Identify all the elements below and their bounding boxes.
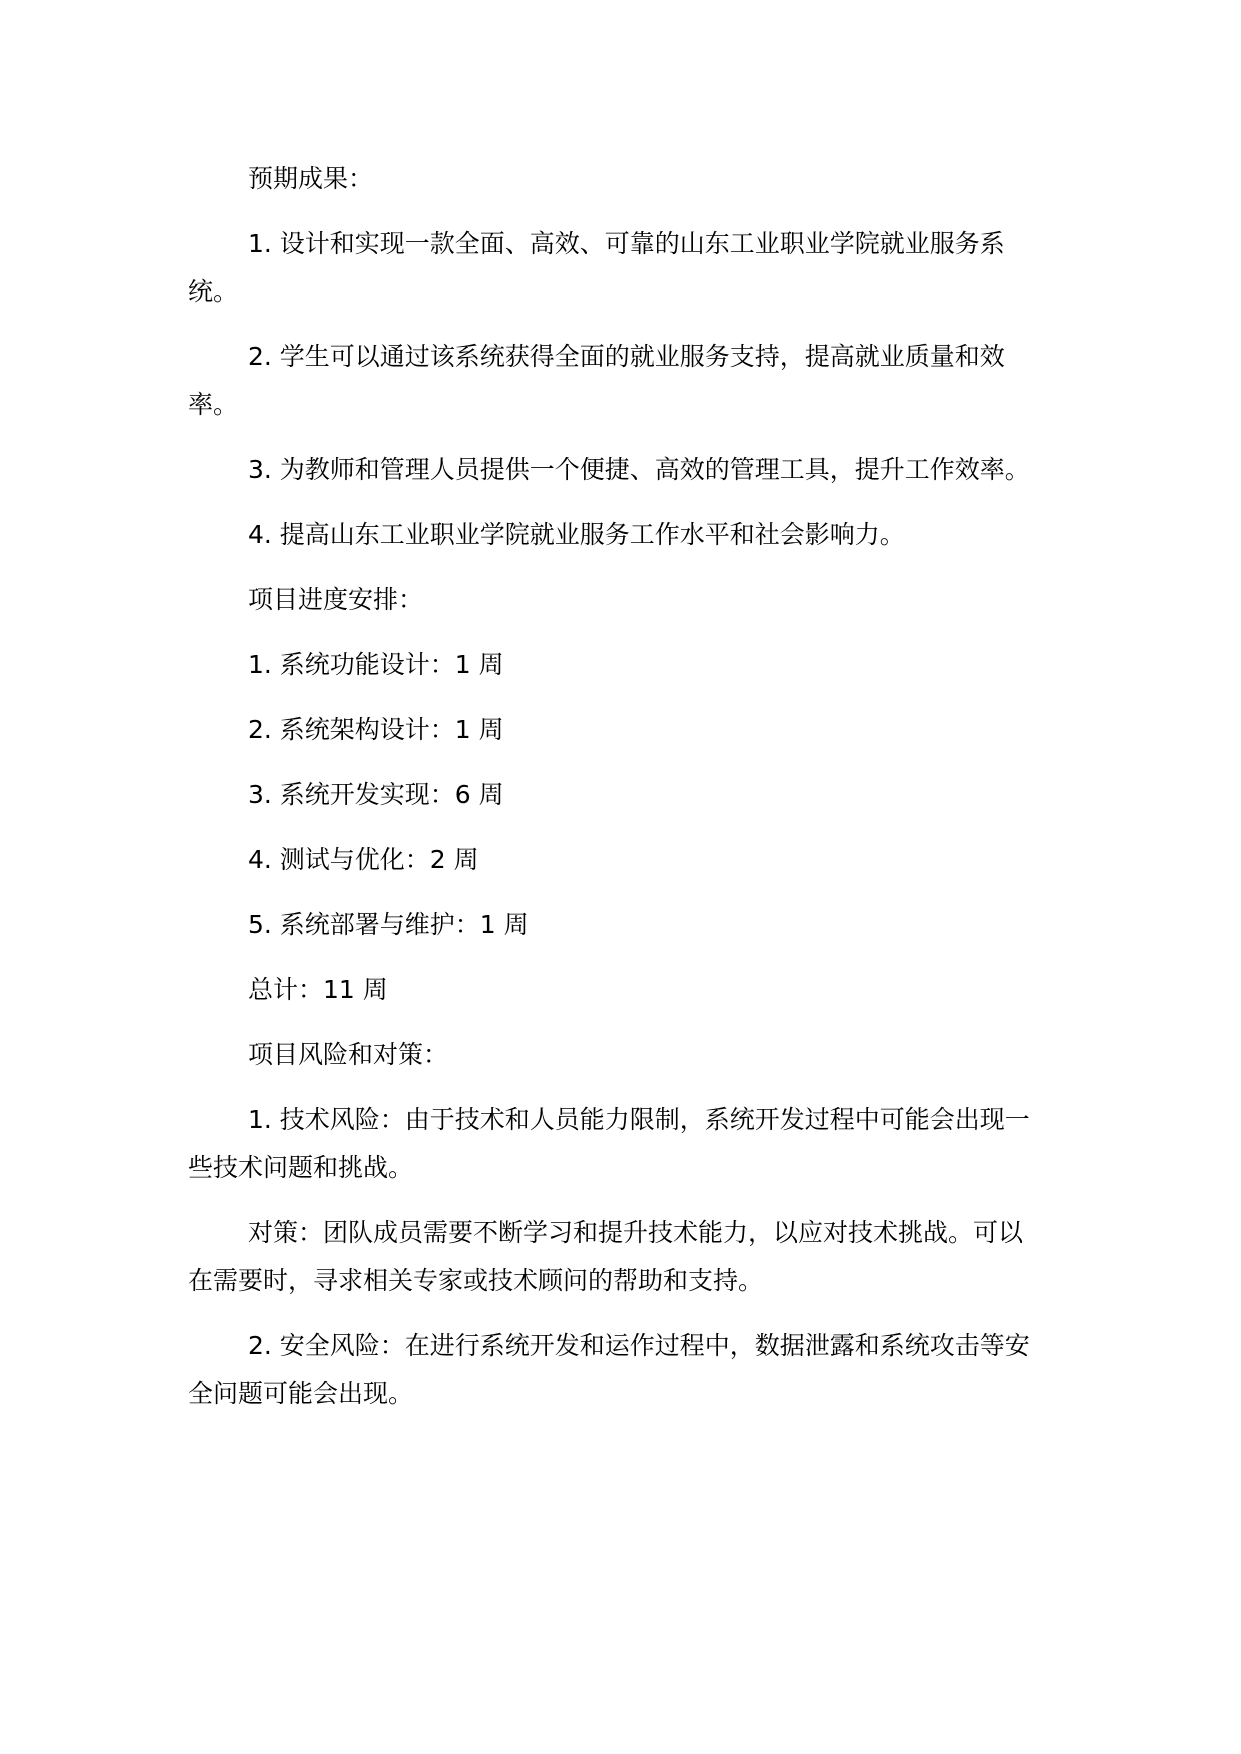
paragraph-risk-1: 1. 技术风险：由于技术和人员能力限制，系统开发过程中可能会出现一些技术问题和挑战。	[188, 1105, 1030, 1182]
paragraph-schedule-1: 1. 系统功能设计：1 周	[248, 650, 504, 679]
paragraph-schedule-heading: 项目进度安排：	[248, 585, 424, 614]
paragraph-schedule-total: 总计：11 周	[248, 975, 388, 1004]
paragraph-risk-1-countermeasure: 对策：团队成员需要不断学习和提升技术能力，以应对技术挑战。可以在需要时，寻求相关专家或技术顾问的帮助和支持。	[188, 1218, 1024, 1295]
paragraph-schedule-4: 4. 测试与优化：2 周	[248, 845, 479, 874]
paragraph-result-3: 3. 为教师和管理人员提供一个便捷、高效的管理工具，提升工作效率。	[248, 455, 1030, 484]
paragraph-expected-results-heading: 预期成果：	[248, 164, 374, 193]
paragraph-risks-heading: 项目风险和对策：	[248, 1040, 449, 1069]
paragraph-schedule-5: 5. 系统部署与维护：1 周	[248, 910, 529, 939]
paragraph-result-2: 2. 学生可以通过该系统获得全面的就业服务支持，提高就业质量和效率。	[188, 342, 1005, 419]
paragraph-result-1: 1. 设计和实现一款全面、高效、可靠的山东工业职业学院就业服务系统。	[188, 229, 1005, 306]
paragraph-risk-2: 2. 安全风险：在进行系统开发和运作过程中，数据泄露和系统攻击等安全问题可能会出现。	[188, 1331, 1030, 1408]
paragraph-schedule-3: 3. 系统开发实现：6 周	[248, 780, 504, 809]
paragraph-result-4: 4. 提高山东工业职业学院就业服务工作水平和社会影响力。	[248, 520, 905, 549]
paragraph-schedule-2: 2. 系统架构设计：1 周	[248, 715, 504, 744]
document-page	[188, 155, 1043, 1435]
